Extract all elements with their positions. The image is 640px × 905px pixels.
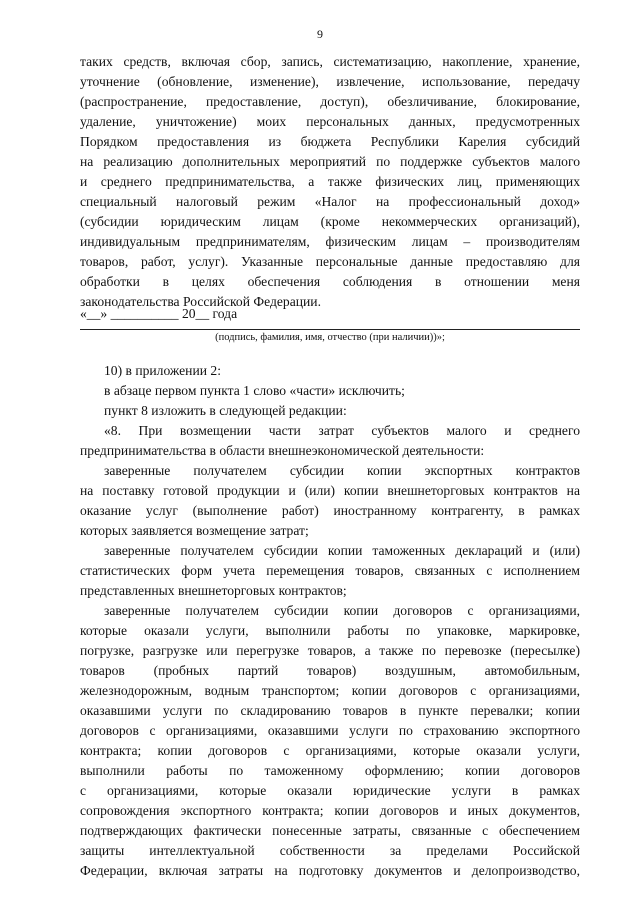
text-line: на поставку готовой продукции и (или) копии внешнеторговых контрактов на [80,483,580,498]
text-line: договоров с организациями, оказавшими услуги по страхованию экспортного [80,723,580,738]
text-line: подтверждающих фактически понесенные затраты, связанные с обеспечением [80,823,580,838]
text-line: индивидуальным предпринимателям, физическим лицам – производителям [80,234,580,249]
text-line: пункт 8 изложить в следующей редакции: [104,403,347,418]
text-line: (распространение, предоставление, доступ), обезличивание, блокирование, [80,94,580,109]
text-line: заверенные получателем субсидии копии экспортных контрактов [104,463,580,478]
text-line: специальный налоговый режим «Налог на профессиональный доход» [80,194,580,209]
text-line: выполнили работы по таможенному оформлению; копии договоров [80,763,580,778]
text-line: в абзаце первом пункта 1 слово «части» исключить; [104,383,405,398]
signature-rule [80,329,580,330]
text-line: «8. При возмещении части затрат субъектов малого и среднего [104,423,580,438]
text-line: удаление, уничтожение) моих персональных данных, предусмотренных [80,114,580,129]
text-line: статистических форм учета перемещения товаров, связанных с исполнением [80,563,580,578]
text-line: на реализацию дополнительных мероприятий по поддержке субъектов малого [80,154,580,169]
text-line: с организациями, которые оказали юридические услуги в рамках [80,783,580,798]
text-line: предпринимательства в области внешнеэкономической деятельности: [80,443,485,458]
text-line: уточнение (обновление, изменение), извлечение, использование, передачу [80,74,580,89]
text-line: железнодорожным, водным транспортом; копии договоров с организациями, [80,683,580,698]
text-line: и среднего предпринимательства, а также физических лиц, применяющих [80,174,580,189]
text-line: которых заявляется возмещение затрат; [80,523,309,538]
text-line: заверенные получателем субсидии копии таможенных деклараций и (или) [104,543,580,558]
text-line: сопровождения экспортного контракта; копии договоров и иных документов, [80,803,580,818]
text-line: контракта; копии договоров с организациями, которые оказали услуги, [80,743,580,758]
text-line: товаров, работ, услуг). Указанные персональные данные предоставляю для [80,254,580,269]
text-line: погрузке, разгрузке или перегрузке товаров, а также по перевозке (пересылке) [80,643,580,658]
text-line: заверенные получателем субсидии копии договоров с организациями, [104,603,580,618]
text-line: 10) в приложении 2: [104,363,221,378]
text-line: товаров (пробных партий товаров) воздушным, автомобильным, [80,663,580,678]
text-line: таких средств, включая сбор, запись, систематизацию, накопление, хранение, [80,54,580,69]
text-line: защиты интеллектуальной собственности за пределами Российской [80,843,580,858]
text-line: которые оказали услуги, выполнили работы по упаковке, маркировке, [80,623,580,638]
text-line: оказание услуг (выполнение работ) иностранному контрагенту, в рамках [80,503,580,518]
text-line: обработки в целях обеспечения соблюдения в отношении меня [80,274,580,289]
page-number: 9 [317,27,323,41]
signature-caption: (подпись, фамилия, имя, отчество (при наличии))»; [215,332,445,343]
text-line: (субсидии юридическим лицам (кроме некоммерческих организаций), [80,214,580,229]
text-line: Федерации, включая затраты на подготовку документов и делопроизводство, [80,863,580,878]
text-line: Порядком предоставления из бюджета Республики Карелия субсидий [80,134,580,149]
date-line: «__» __________ 20__ года [80,306,238,321]
text-line: оказавшими услуги по складированию товаров в пункте перевалки; копии [80,703,580,718]
text-line: представленных внешнеторговых контрактов; [80,583,347,598]
text-line: законодательства Российской Федерации. [80,294,321,309]
